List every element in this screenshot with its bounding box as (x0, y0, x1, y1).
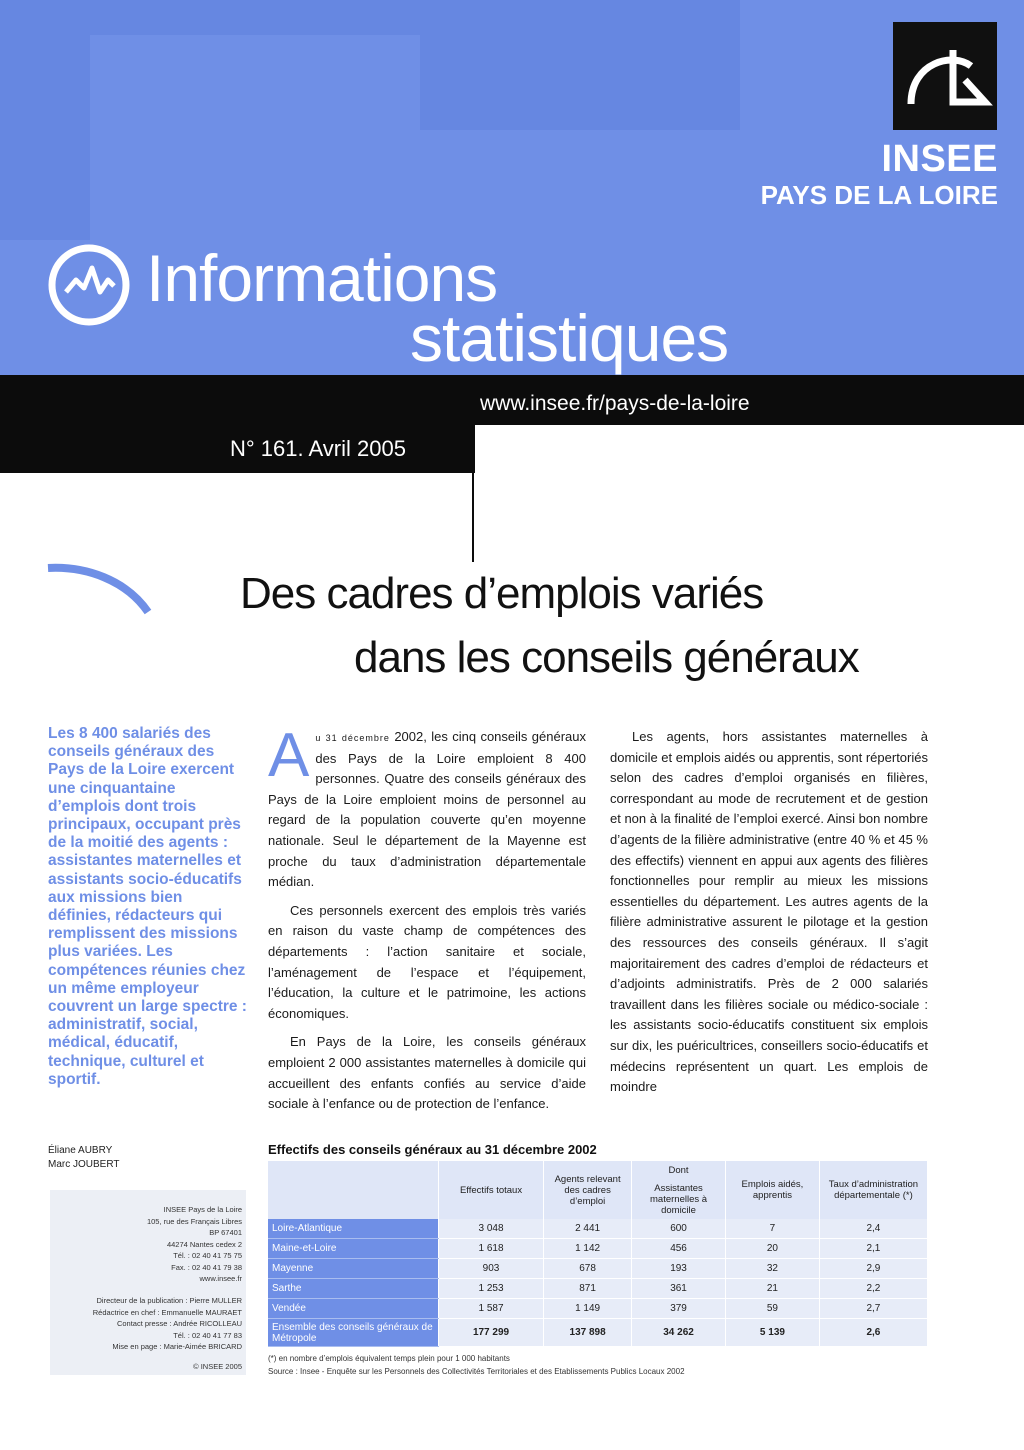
body-column-2 (610, 727, 928, 1106)
staff-line: Tél. : 02 40 41 77 83 (173, 1330, 242, 1340)
staff-line: Directeur de la publication : Pierre MULLER (96, 1296, 242, 1305)
table-row (268, 1279, 928, 1299)
issue-number: N° 161. Avril 2005 (230, 436, 406, 461)
staff-line: Contact presse : Andrée RICOLLEAU (116, 1319, 242, 1328)
article-title-line1: Des cadres d’emplois variés (240, 569, 764, 618)
table-cell: 2,4 (819, 1219, 927, 1239)
table-cell: 2,6 (819, 1319, 927, 1347)
col-header-taux: Taux d’administration départementale (*) (819, 1161, 927, 1219)
table-cell: 7 (726, 1219, 820, 1239)
table-footnote: (*) en nombre d’emplois équivalent temps plein pour 1 000 habitants (268, 1354, 510, 1363)
table-cell: 2,9 (819, 1259, 927, 1279)
table-cell: 2 441 (544, 1219, 632, 1239)
table-cell: 1 142 (544, 1239, 632, 1259)
table-cell: 2,1 (819, 1239, 927, 1259)
table-total-row (268, 1319, 928, 1347)
body-column-1 (268, 721, 586, 1123)
table-cell: 2,7 (819, 1299, 927, 1319)
row-label: Mayenne (268, 1259, 438, 1279)
table-cell: 1 149 (544, 1299, 632, 1319)
row-label: Ensemble des conseils généraux de Métropole (268, 1319, 438, 1347)
website-url[interactable]: www.insee.fr/pays-de-la-loire (480, 392, 750, 415)
table-cell: 137 898 (544, 1319, 632, 1347)
table-cell: 21 (726, 1279, 820, 1299)
authors (48, 1144, 120, 1172)
header-shadow-top (90, 0, 420, 35)
table-cell: 1 253 (438, 1279, 543, 1299)
paragraph-1 (268, 721, 586, 893)
col-header-agents: Agents relevant des cadres d’emploi (544, 1161, 632, 1219)
address-line: 44274 Nantes cedex 2 (166, 1239, 242, 1249)
address-line: INSEE Pays de la Loire (163, 1205, 242, 1214)
table-cell: 177 299 (438, 1319, 543, 1347)
col-header-effectifs: Effectifs totaux (438, 1161, 543, 1219)
table-cell: 5 139 (726, 1319, 820, 1347)
paragraph-3: En Pays de la Loire, les conseils généraux emploient 2 000 assistantes maternelles à domicile qui accueillent des enfants confiés au service d’aide sociale à l’enfance ou de protection de l’enfance. (268, 1034, 586, 1112)
publication-staff (52, 1295, 242, 1353)
table-cell: 193 (632, 1259, 726, 1279)
masthead-title-line2: statistiques (410, 301, 729, 375)
article-title-line2: dans les conseils généraux (354, 633, 859, 682)
table-cell: 456 (632, 1239, 726, 1259)
table-cell: 600 (632, 1219, 726, 1239)
table-row (268, 1299, 928, 1319)
masthead-logo-icon (46, 242, 132, 328)
col-header-dont: Dont (632, 1161, 726, 1179)
table-title: Effectifs des conseils généraux au 31 décembre 2002 (268, 1142, 597, 1157)
row-label: Loire-Atlantique (268, 1219, 438, 1239)
table-notes (268, 1352, 685, 1378)
paragraph-2: Ces personnels exercent des emplois très variés en raison du vaste champ de compétences des départements : l’action sanitaire et sociale, l’aménagement de l’espace et l’équipement, l’éducation, la culture et le patrimoine, les actions économiques. (268, 902, 586, 1021)
paragraph-4: Les agents, hors assistantes maternelles à domicile et emplois aidés ou apprentis, sont répertoriés selon des cadres d’emploi organisés en filières, correspondant au mode de recrutement et de gestion et non à la finalité de l’emploi exercé. Ainsi bon nombre d’agents de la filière administrative (entre 40 % et 45 % des effectifs) viennent en appui aux agents des filières fonctionnelles pour remplir au mieux les missions essentielles du département. Les autres agents de la filière administrative assurent le pilotage et la gestion des ressources des conseils généraux. Il s’agit majoritairement des cadres d’emploi de rédacteurs et d’adjoints administratifs. Près de 2 000 salariés travaillent dans les filières sociale ou médico-sociale : les assistants socio-éducatifs constituent six emplois sur dix, les puéricultrices, conseillers socio-éducatifs et médecins représentent un quart. Les emplois de moindre (610, 729, 928, 1095)
org-name: INSEE (881, 138, 998, 180)
address-line: 105, rue des Français Libres (146, 1216, 242, 1226)
address-line: Tél. : 02 40 41 75 75 (173, 1251, 242, 1260)
header-shadow-left (0, 0, 90, 240)
table-source: Source : Insee - Enquête sur les Personnels des Collectivités Territoriales et des Etablissements Publics Locaux 2002 (268, 1367, 685, 1376)
table-cell: 32 (726, 1259, 820, 1279)
table-cell: 59 (726, 1299, 820, 1319)
address-line[interactable]: www.insee.fr (199, 1274, 242, 1283)
table-cell: 903 (438, 1259, 543, 1279)
table-cell: 3 048 (438, 1219, 543, 1239)
table-cell: 379 (632, 1299, 726, 1319)
col-header-assistantes: Assistantes maternelles à domicile (632, 1179, 726, 1219)
header-shadow-mid (420, 0, 740, 130)
table-cell: 1 587 (438, 1299, 543, 1319)
vertical-rule (472, 470, 474, 562)
author-2: Marc JOUBERT (48, 1159, 120, 1170)
contact-box (50, 1190, 246, 1375)
dropcap: A (268, 721, 310, 790)
row-label: Maine-et-Loire (268, 1239, 438, 1259)
table-cell: 678 (544, 1259, 632, 1279)
author-1: Éliane AUBRY (48, 1145, 113, 1156)
copyright: © INSEE 2005 (193, 1362, 242, 1371)
staff-line: Rédactrice en chef : Emmanuelle MAURAET (92, 1307, 242, 1317)
article-title (240, 562, 940, 690)
date-smallcaps: u 31 décembre (315, 733, 390, 743)
table-cell: 34 262 (632, 1319, 726, 1347)
address-line: BP 67401 (209, 1228, 242, 1237)
table-row (268, 1219, 928, 1239)
table-cell: 2,2 (819, 1279, 927, 1299)
table-cell: 20 (726, 1239, 820, 1259)
row-label: Vendée (268, 1299, 438, 1319)
table-body (268, 1219, 928, 1347)
address-line: Fax. : 02 40 41 79 38 (171, 1262, 242, 1272)
row-label: Sarthe (268, 1279, 438, 1299)
masthead-title-line1: Informations (146, 241, 498, 315)
region-name: PAYS DE LA LOIRE (760, 180, 998, 210)
table-corner (268, 1161, 438, 1219)
insee-logo (893, 22, 997, 130)
table-cell: 1 618 (438, 1239, 543, 1259)
staff-line: Mise en page : Marie-Aimée BRICARD (112, 1342, 242, 1351)
staff-table (268, 1161, 928, 1347)
table-cell: 361 (632, 1279, 726, 1299)
table-row (268, 1239, 928, 1259)
publisher-address (92, 1204, 242, 1285)
table-row (268, 1259, 928, 1279)
col-header-emplois-aides: Emplois aidés, apprentis (726, 1161, 820, 1219)
insee-logo-icon (893, 22, 997, 130)
table-cell: 871 (544, 1279, 632, 1299)
decorative-arc-icon (46, 560, 156, 620)
paragraph-1-text: 2002, les cinq conseils généraux des Pays de la Loire emploient 8 400 personnes. Quatre des conseils généraux des Pays de la Loire emploient moins de personnel au regard de la population couverte qu’en moyenne nationale. Seul le département de la Mayenne est proche du taux d’administration départementale médian. (268, 729, 586, 890)
article-summary: Les 8 400 salariés des conseils généraux des Pays de la Loire exercent une cinquantaine d’emplois dont trois principaux, occupant près de la moitié des agents : assistantes maternelles et assistants socio-éducatifs aux missions bien définies, rédacteurs qui remplissent des missions plus variées. Les compétences réunies chez un même employeur couvrent un large spectre : administratif, social, médical, éducatif, technique, culturel et sportif. (48, 725, 247, 1088)
